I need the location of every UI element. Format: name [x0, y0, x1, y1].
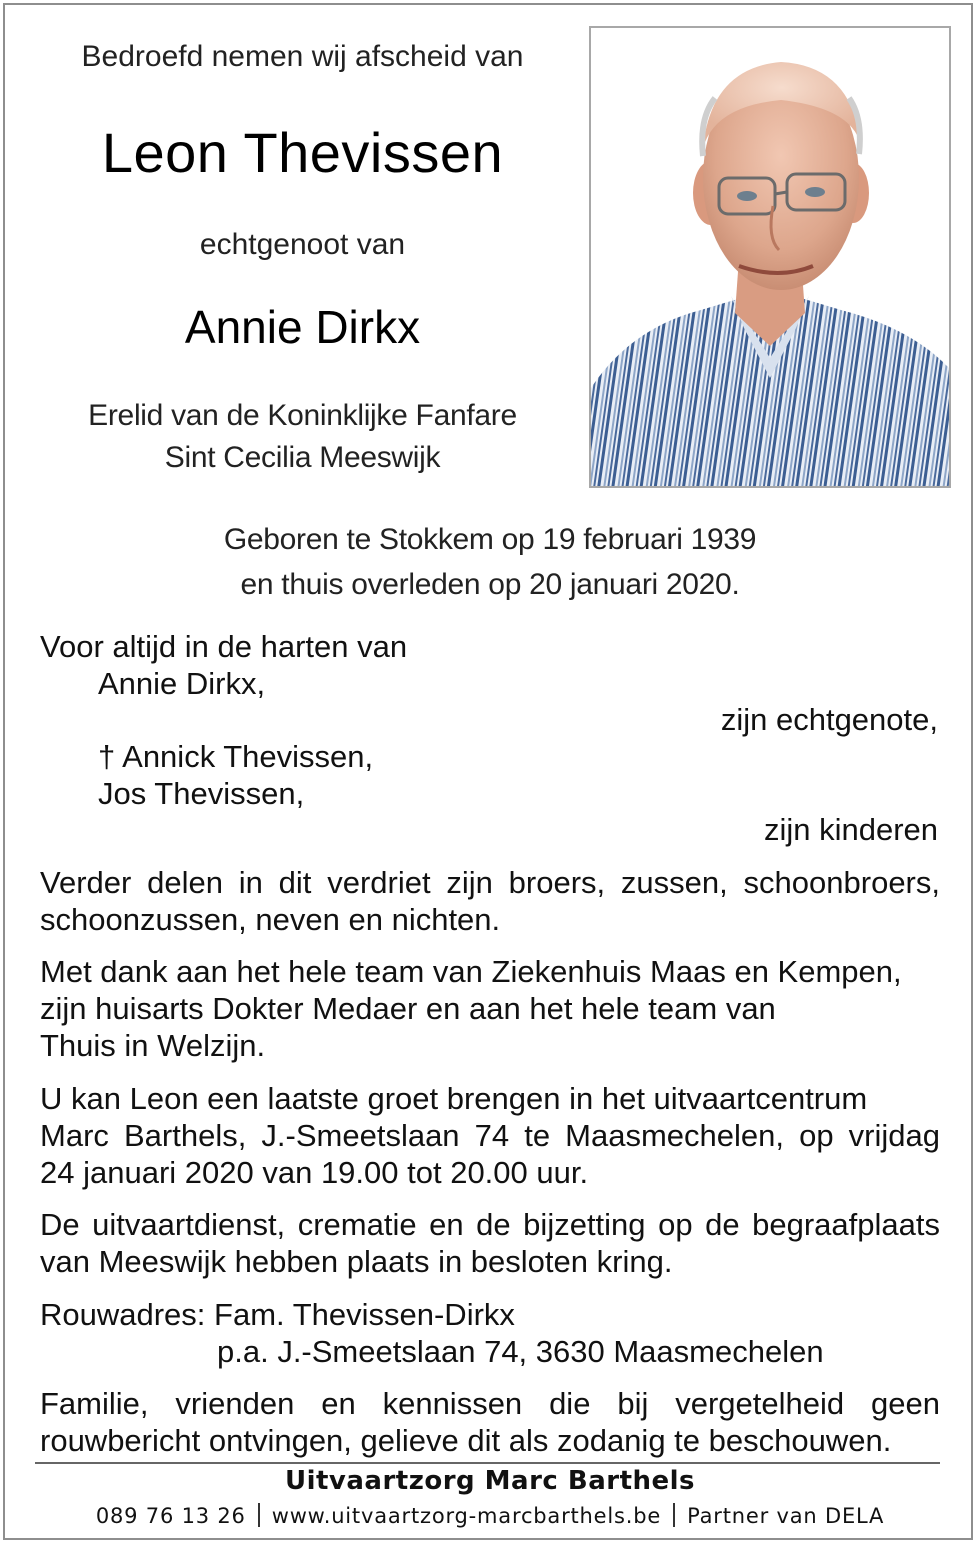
- portrait-photo-icon: [591, 28, 949, 486]
- service-text: [40, 1206, 940, 1280]
- spouse-role: zijn echtgenote,: [720, 702, 938, 737]
- thanks-text: [40, 953, 940, 1064]
- funeral-firm-name: Uitvaartzorg Marc Barthels: [284, 1466, 696, 1496]
- relation-text: echtgenoot van: [199, 228, 406, 261]
- spouse-entry: Annie Dirkx,: [98, 666, 266, 701]
- footer-partner: Partner van DELA: [687, 1504, 885, 1528]
- extended-line-1: Verder delen in dit verdriet zijn broers, zussen, schoonbroers,: [40, 865, 940, 900]
- closing-line-1: Familie, vrienden en kennissen die bij vergetelheid geen: [40, 1386, 940, 1421]
- extended-family-text: [40, 864, 940, 938]
- thanks-line-3: Thuis in Welzijn.: [40, 1028, 266, 1063]
- birth-death-dates: [40, 517, 940, 607]
- family-intro: Voor altijd in de harten van: [40, 629, 408, 664]
- death-line: en thuis overleden op 20 januari 2020.: [240, 568, 740, 601]
- service-line-1: De uitvaartdienst, crematie en de bijzetting op de begraafplaats: [40, 1207, 940, 1242]
- spouse-name: Annie Dirkx: [184, 301, 421, 353]
- thanks-line-1: Met dank aan het hele team van Ziekenhuis Maas en Kempen,: [40, 954, 902, 989]
- visitation-line-1: U kan Leon een laatste groet brengen in het uitvaartcentrum: [40, 1081, 868, 1116]
- footer-website[interactable]: www.uitvaartzorg-marcbarthels.be: [271, 1504, 662, 1528]
- footer-contact: [0, 1503, 980, 1528]
- mourning-address-line-2: p.a. J.-Smeetslaan 74, 3630 Maasmechelen: [217, 1334, 824, 1369]
- honor-text: [30, 395, 575, 479]
- extended-line-2: schoonzussen, neven en nichten.: [40, 902, 501, 937]
- honor-line-1: Erelid van de Koninklijke Fanfare: [88, 399, 517, 432]
- child-entry-2: Jos Thevissen,: [98, 776, 305, 811]
- footer-divider: [35, 1462, 940, 1464]
- footer-separator: [258, 1503, 260, 1527]
- intro-text: Bedroefd nemen wij afscheid van: [81, 40, 524, 73]
- honor-line-2: Sint Cecilia Meeswijk: [164, 441, 441, 474]
- visitation-line-2: Marc Barthels, J.-Smeetslaan 74 te Maasmechelen, op vrijdag: [40, 1118, 940, 1153]
- visitation-line-3: 24 januari 2020 van 19.00 tot 20.00 uur.: [40, 1155, 589, 1190]
- deceased-name: Leon Thevissen: [101, 121, 504, 184]
- children-role: zijn kinderen: [763, 812, 938, 847]
- footer-phone: 089 76 13 26: [95, 1504, 246, 1528]
- visitation-text: [40, 1080, 940, 1191]
- service-line-2: van Meeswijk hebben plaats in besloten kring.: [40, 1244, 673, 1279]
- closing-line-2: rouwbericht ontvingen, gelieve dit als zodanig te beschouwen.: [40, 1423, 892, 1458]
- child-entry-1: † Annick Thevissen,: [98, 739, 374, 774]
- portrait-photo: [589, 26, 951, 488]
- closing-text: [40, 1385, 940, 1459]
- thanks-line-2: zijn huisarts Dokter Medaer en aan het hele team van: [40, 991, 776, 1026]
- footer-separator: [673, 1503, 675, 1527]
- birth-line: Geboren te Stokkem op 19 februari 1939: [223, 523, 757, 556]
- mourning-address-line-1: Rouwadres: Fam. Thevissen-Dirkx: [40, 1297, 515, 1332]
